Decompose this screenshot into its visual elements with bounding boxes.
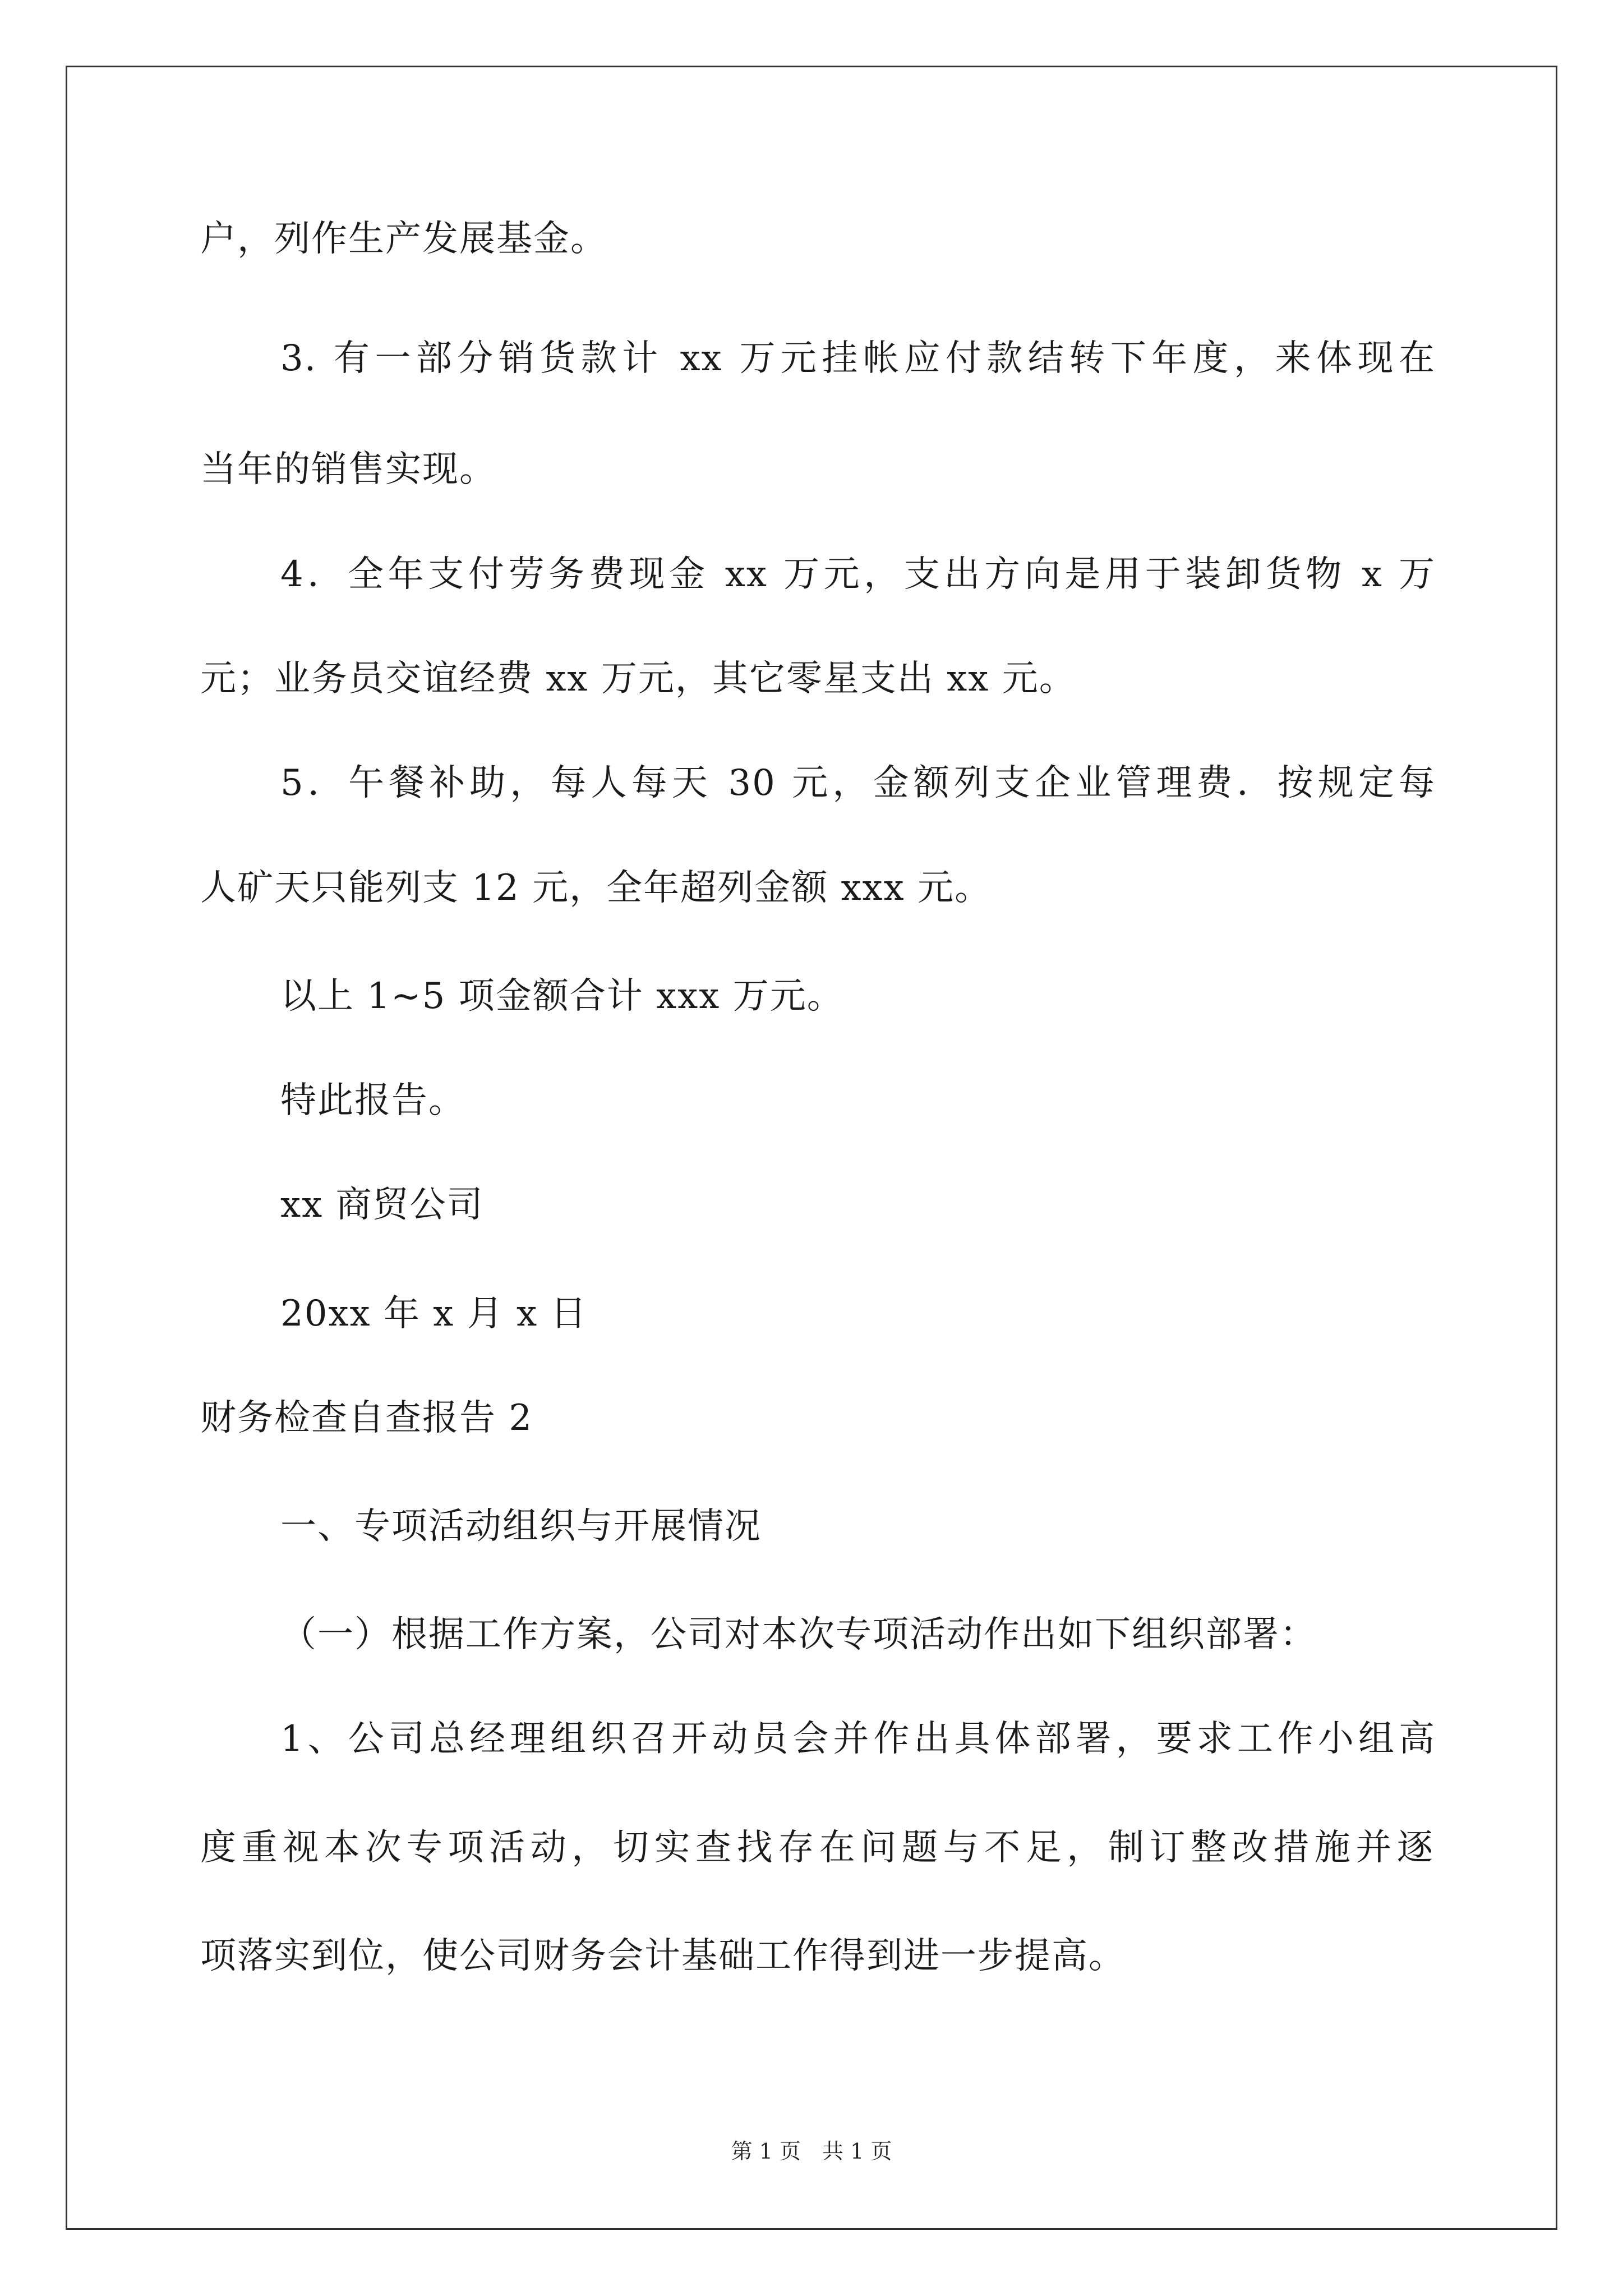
signature-date: 20xx 年 x 月 x 日 (280, 1293, 588, 1335)
paragraph-line: 度重视本次专项活动，切实查找存在问题与不足，制订整改措施并逐 (200, 1827, 1434, 1869)
paragraph-line: 3. 有一部分销货款计 xx 万元挂帐应付款结转下年度，来体现在 (280, 338, 1436, 379)
paragraph-line: 项落实到位，使公司财务会计基础工作得到进一步提高。 (200, 1935, 1126, 1977)
paragraph-line: 元；业务员交谊经费 xx 万元，其它零星支出 xx 元。 (200, 658, 1076, 700)
page-footer: 第 1 页 共 1 页 (731, 2139, 892, 2164)
paragraph-line: 5．午餐补助，每人每天 30 元，金额列支企业管理费．按规定每 (280, 762, 1436, 804)
paragraph-line: 4．全年支付劳务费现金 xx 万元，支出方向是用于装卸货物 x 万 (280, 554, 1436, 595)
signature-company: xx 商贸公司 (280, 1184, 484, 1226)
paragraph-line: （一）根据工作方案，公司对本次专项活动作出如下组织部署： (280, 1614, 1317, 1655)
paragraph-line: 当年的销售实现。 (200, 449, 496, 490)
paragraph-line: 特此报告。 (280, 1080, 465, 1121)
section-heading: 财务检查自查报告 2 (200, 1397, 533, 1439)
paragraph-line: 1、公司总经理组织召开动员会并作出具体部署，要求工作小组高 (280, 1718, 1436, 1760)
page-frame (66, 66, 1557, 2230)
paragraph-line: 人矿天只能列支 12 元，全年超列金额 xxx 元。 (200, 867, 992, 909)
paragraph-line: 户，列作生产发展基金。 (200, 218, 607, 260)
subsection-heading: 一、专项活动组织与开展情况 (280, 1506, 762, 1547)
paragraph-line: 以上 1~5 项金额合计 xxx 万元。 (280, 976, 844, 1017)
